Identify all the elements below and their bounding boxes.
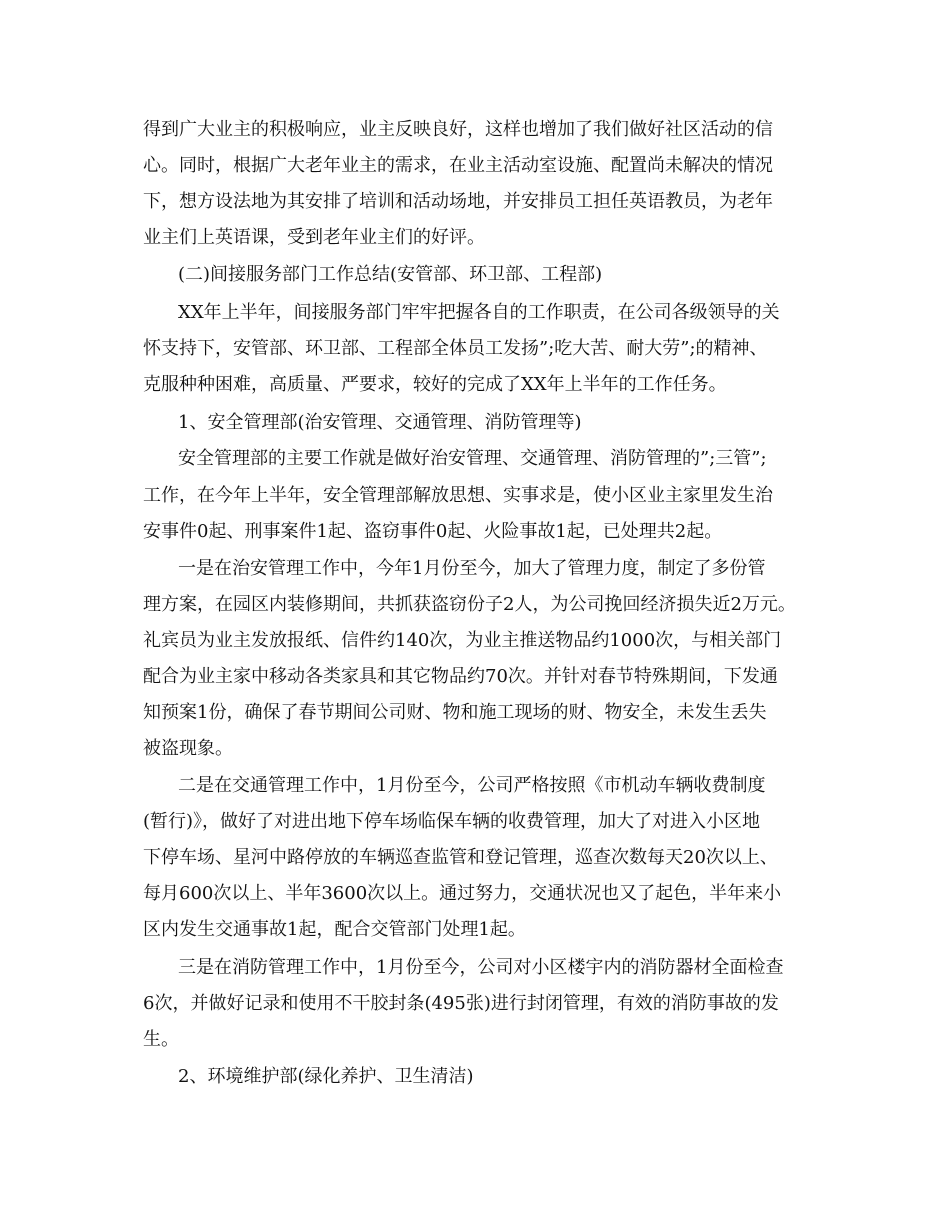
paragraph-line: 安事件0起、刑事案件1起、盗窃事件0起、火险事故1起，已处理共2起。 (143, 521, 723, 542)
paragraph-line: 知预案1份，确保了春节期间公司财、物和施工现场的财、物安全，未发生丢失 (143, 702, 767, 723)
section-heading: (二)间接服务部门工作总结(安管部、环卫部、工程部) (178, 264, 603, 285)
paragraph-line: 理方案，在园区内装修期间，共抓获盗窃份子2人，为公司挽回经济损失近2万元。 (143, 594, 796, 615)
paragraph-line: 每月600次以上、半年3600次以上。通过努力，交通状况也又了起色，半年来小 (143, 883, 782, 904)
paragraph-line: 二是在交通管理工作中，1月份至今，公司严格按照《市机动车辆收费制度 (178, 775, 766, 796)
paragraph-line: 被盗现象。 (143, 738, 233, 759)
paragraph-line: XX年上半年，间接服务部门牢牢把握各自的工作职责，在公司各级领导的关 (178, 302, 780, 323)
paragraph-line: 生。 (143, 1029, 179, 1050)
paragraph-line: 得到广大业主的积极响应，业主反映良好，这样也增加了我们做好社区活动的信 (143, 119, 773, 140)
paragraph-line: 区内发生交通事故1起，配合交管部门处理1起。 (143, 919, 526, 940)
paragraph-line: (暂行)》，做好了对进出地下停车场临保车辆的收费管理，加大了对进入小区地 (143, 811, 761, 832)
subsection-heading: 1、安全管理部(治安管理、交通管理、消防管理等) (178, 412, 582, 433)
subsection-heading: 2、环境维护部(绿化养护、卫生清洁) (178, 1066, 474, 1087)
paragraph-line: 下停车场、星河中路停放的车辆巡查监管和登记管理，巡查次数每天20次以上、 (143, 847, 778, 868)
paragraph-line: 配合为业主家中移动各类家具和其它物品约70次。并针对春节特殊期间，下发通 (143, 666, 778, 687)
paragraph-line: 克服种种困难，高质量、严要求，较好的完成了XX年上半年的工作任务。 (143, 374, 727, 395)
paragraph-line: 心。同时，根据广大老年业主的需求，在业主活动室设施、配置尚未解决的情况 (143, 155, 773, 176)
paragraph-line: 业主们上英语课，受到老年业主们的好评。 (143, 227, 485, 248)
paragraph-line: 下，想方设法地为其安排了培训和活动场地，并安排员工担任英语教员，为老年 (143, 191, 773, 212)
paragraph-line: 一是在治安管理工作中，今年1月份至今，加大了管理力度，制定了多份管 (178, 558, 766, 579)
paragraph-line: 6次，并做好记录和使用不干胶封条(495张)进行封闭管理，有效的消防事故的发 (143, 993, 779, 1014)
paragraph-line: 怀支持下，安管部、环卫部、工程部全体员工发扬”;吃大苦、耐大劳”;的精神、 (143, 338, 768, 359)
paragraph-line: 三是在消防管理工作中，1月份至今，公司对小区楼宇内的消防器材全面检查 (178, 957, 784, 978)
paragraph-line: 安全管理部的主要工作就是做好治安管理、交通管理、消防管理的”;三管”; (178, 448, 767, 469)
paragraph-line: 工作，在今年上半年，安全管理部解放思想、实事求是，使小区业主家里发生治 (143, 485, 773, 506)
paragraph-line: 礼宾员为业主发放报纸、信件约140次，为业主推送物品约1000次，与相关部门 (143, 630, 782, 651)
